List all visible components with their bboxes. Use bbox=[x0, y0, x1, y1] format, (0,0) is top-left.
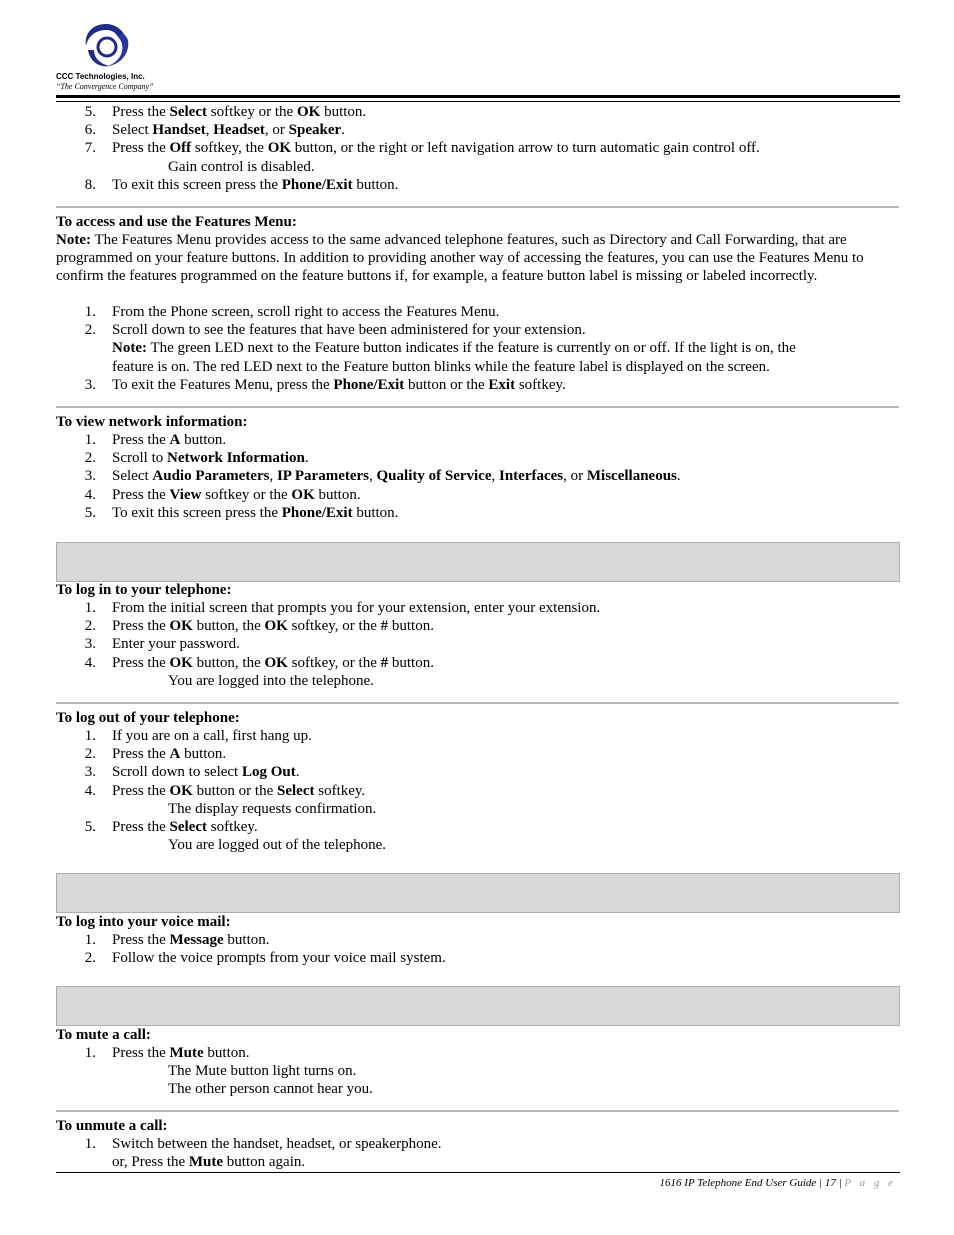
step-text bbox=[112, 176, 398, 194]
text-run: button. bbox=[388, 654, 434, 671]
step-number: 1. bbox=[84, 932, 96, 948]
bold-term: # bbox=[380, 654, 389, 671]
bold-term: OK bbox=[296, 104, 321, 120]
step-number: 3. bbox=[84, 468, 96, 485]
section-banner bbox=[56, 986, 900, 1026]
bold-term: Select bbox=[277, 782, 315, 799]
text-run: button again. bbox=[223, 1154, 306, 1171]
bold-term: Handset bbox=[152, 122, 206, 139]
text-run: softkey or the bbox=[206, 104, 297, 120]
text-run: Press the bbox=[112, 932, 170, 948]
step-continuation bbox=[112, 1153, 305, 1171]
bold-term: OK bbox=[291, 486, 315, 503]
text-run: Enter your password. bbox=[112, 636, 240, 653]
step-result: You are logged out of the telephone. bbox=[168, 837, 387, 854]
text-run: To exit this screen press the bbox=[112, 504, 282, 521]
step-text bbox=[112, 763, 300, 781]
text-run: button. bbox=[180, 746, 227, 763]
step-text bbox=[112, 139, 760, 157]
text-run: Press the bbox=[112, 104, 170, 120]
step-text bbox=[112, 931, 270, 949]
bold-term: OK bbox=[169, 618, 193, 635]
text-run: Scroll to bbox=[112, 450, 167, 467]
text-run: . bbox=[295, 764, 300, 781]
header-rule-thin bbox=[56, 101, 900, 102]
text-run: From the Phone screen, scroll right to access the Features Menu. bbox=[112, 304, 500, 320]
page-footer bbox=[660, 1174, 896, 1192]
bold-term: Select bbox=[169, 819, 207, 835]
step-result: The other person cannot hear you. bbox=[168, 1081, 373, 1098]
step-text bbox=[112, 467, 681, 485]
text-run: Press the bbox=[112, 782, 170, 799]
footer-page-word: P a g e bbox=[844, 1177, 896, 1189]
bold-term: Miscellaneous bbox=[586, 468, 677, 485]
text-run: , or bbox=[563, 468, 587, 485]
step-result: Gain control is disabled. bbox=[168, 158, 315, 175]
text-run: Press the bbox=[112, 1045, 170, 1061]
text-run: , bbox=[269, 468, 277, 485]
text-run: To exit the Features Menu, press the bbox=[112, 376, 334, 393]
text-run: button. bbox=[388, 618, 434, 635]
step-number: 2. bbox=[84, 950, 96, 967]
step-result: The Mute button light turns on. bbox=[168, 1063, 357, 1080]
company-tagline: “The Convergence Company” bbox=[56, 82, 154, 91]
features-heading: To access and use the Features Menu: bbox=[56, 214, 297, 230]
company-name: CCC Technologies, Inc. bbox=[56, 72, 145, 81]
bold-term: OK bbox=[169, 782, 193, 799]
bold-term: Phone/Exit bbox=[333, 376, 405, 393]
bold-term: # bbox=[380, 618, 389, 635]
text-run: button. bbox=[314, 486, 361, 503]
step-text bbox=[112, 617, 434, 635]
text-run: . bbox=[676, 468, 681, 485]
bold-term: Network Information bbox=[167, 450, 305, 467]
step-text bbox=[112, 782, 365, 800]
text-run: softkey, or the bbox=[287, 654, 381, 671]
text-run: button. bbox=[320, 104, 367, 120]
text-run: softkey or the bbox=[201, 486, 292, 503]
section-separator bbox=[56, 1110, 899, 1112]
text-run: Press the bbox=[112, 140, 170, 157]
text-run: Follow the voice prompts from your voice mail system. bbox=[112, 950, 446, 967]
step-number: 4. bbox=[84, 654, 96, 671]
step-text bbox=[112, 949, 446, 967]
step-text bbox=[112, 599, 600, 617]
bold-term: OK bbox=[267, 140, 292, 157]
step-result: You are logged into the telephone. bbox=[168, 672, 374, 689]
text-run: Press the bbox=[112, 432, 170, 448]
features-note bbox=[56, 231, 886, 286]
text-run: Press the bbox=[112, 618, 170, 635]
step-text bbox=[112, 103, 366, 121]
convergence-swirl-icon bbox=[78, 20, 134, 72]
bold-term: Speaker bbox=[288, 122, 342, 139]
bold-term: Mute bbox=[169, 1045, 204, 1061]
step-text bbox=[112, 486, 361, 504]
step-text bbox=[112, 121, 345, 139]
text-run: Scroll down to see the features that have been administered for your extension. bbox=[112, 322, 586, 339]
note-text: feature is on. The red LED next to the Feature button blinks while the feature label is displayed on the screen. bbox=[112, 358, 770, 375]
step-number: 2. bbox=[84, 450, 96, 467]
text-run: button or the bbox=[404, 376, 489, 393]
step-text bbox=[112, 745, 226, 763]
text-run: button. bbox=[352, 504, 399, 521]
step-text bbox=[112, 376, 566, 394]
network-heading: To view network information: bbox=[56, 414, 248, 430]
footer-separator: | bbox=[816, 1177, 825, 1189]
step-number: 3. bbox=[84, 376, 96, 393]
step-number: 1. bbox=[84, 1136, 96, 1152]
footer-separator: | bbox=[835, 1177, 845, 1189]
step-number: 3. bbox=[84, 764, 96, 781]
text-run: Scroll down to select bbox=[112, 764, 242, 781]
bold-term: Phone/Exit bbox=[281, 176, 353, 193]
text-run: Press the bbox=[112, 654, 170, 671]
bold-term: Audio Parameters bbox=[152, 468, 270, 485]
step-number: 8. bbox=[84, 176, 96, 193]
note-text: The Features Menu provides access to the same advanced telephone features, such as Directory and Call Forwarding, that are programmed on your feature buttons. In addition to providing another way of accessing the features, you can use the Features Menu to confirm the features programmed on the feature buttons if, for example, a feature button label is missing or labeled incorrectly. bbox=[56, 232, 864, 285]
footer-rule bbox=[56, 1172, 900, 1173]
text-run: softkey. bbox=[314, 782, 366, 799]
step-number: 4. bbox=[84, 486, 96, 503]
text-run: , bbox=[491, 468, 499, 485]
step-text bbox=[112, 303, 499, 321]
section-separator bbox=[56, 406, 899, 408]
step-text bbox=[112, 727, 312, 745]
text-run: Press the bbox=[112, 746, 170, 763]
step-number: 3. bbox=[84, 636, 96, 653]
section-separator bbox=[56, 206, 899, 208]
step-text bbox=[112, 321, 586, 339]
step-text bbox=[112, 818, 258, 836]
step-text bbox=[112, 654, 434, 672]
step-result: The display requests confirmation. bbox=[168, 800, 377, 817]
step-number: 1. bbox=[84, 304, 96, 320]
text-run: From the initial screen that prompts you for your extension, enter your extension. bbox=[112, 600, 601, 616]
section-separator bbox=[56, 702, 899, 704]
text-run: Select bbox=[112, 468, 153, 485]
step-number: 1. bbox=[84, 600, 96, 616]
section-banner bbox=[56, 542, 900, 582]
note-label: Note: bbox=[56, 232, 91, 248]
bold-term: OK bbox=[264, 618, 288, 635]
unmute-heading: To unmute a call: bbox=[56, 1118, 168, 1134]
bold-term: Interfaces bbox=[499, 468, 564, 485]
text-run: button, or the right or left navigation arrow to turn automatic gain control off. bbox=[291, 140, 760, 157]
text-run: To exit this screen press the bbox=[112, 176, 282, 193]
text-run: , bbox=[369, 468, 377, 485]
step-text bbox=[112, 1044, 250, 1062]
bold-term: OK bbox=[169, 654, 193, 671]
text-run: button. bbox=[223, 932, 270, 948]
step-number: 1. bbox=[84, 1045, 96, 1061]
text-run: Switch between the handset, headset, or speakerphone. bbox=[112, 1136, 442, 1152]
step-text bbox=[112, 1135, 441, 1153]
bold-term: Select bbox=[169, 104, 207, 120]
step-number: 4. bbox=[84, 782, 96, 799]
note-label: Note: bbox=[112, 340, 147, 357]
step-text bbox=[112, 504, 398, 522]
logout-heading: To log out of your telephone: bbox=[56, 710, 240, 726]
bold-term: Exit bbox=[488, 376, 516, 393]
step-number: 2. bbox=[84, 746, 96, 763]
voicemail-heading: To log into your voice mail: bbox=[56, 914, 231, 930]
step-text bbox=[112, 449, 309, 467]
text-run: Press the bbox=[112, 486, 170, 503]
bold-term: IP Parameters bbox=[276, 468, 370, 485]
text-run: button. bbox=[352, 176, 399, 193]
text-run: Select bbox=[112, 122, 153, 139]
header-rule-thick bbox=[56, 95, 900, 98]
step-number: 7. bbox=[84, 140, 96, 157]
bold-term: Quality of Service bbox=[376, 468, 492, 485]
step-number: 5. bbox=[84, 819, 96, 835]
company-logo bbox=[56, 20, 166, 94]
text-run: button or the bbox=[192, 782, 277, 799]
bold-term: Mute bbox=[188, 1154, 224, 1171]
bold-term: Off bbox=[169, 140, 192, 157]
text-run: button, the bbox=[192, 654, 265, 671]
bold-term: Headset bbox=[213, 122, 265, 139]
step-text bbox=[112, 635, 240, 653]
step-note bbox=[112, 339, 796, 357]
text-run: . bbox=[304, 450, 309, 467]
section-banner bbox=[56, 873, 900, 913]
text-run: button, the bbox=[192, 618, 265, 635]
note-text: The green LED next to the Feature button indicates if the feature is currently on or off. If the light is on, the bbox=[146, 340, 796, 357]
bold-term: OK bbox=[264, 654, 288, 671]
step-number: 5. bbox=[84, 504, 96, 521]
text-run: softkey, the bbox=[191, 140, 268, 157]
step-number: 1. bbox=[84, 728, 96, 744]
login-heading: To log in to your telephone: bbox=[56, 582, 232, 598]
step-number: 2. bbox=[84, 618, 96, 635]
text-run: , or bbox=[264, 122, 289, 139]
bold-term: A bbox=[169, 432, 181, 448]
text-run: . bbox=[341, 122, 345, 139]
footer-page-number: 17 bbox=[824, 1177, 836, 1189]
step-number: 2. bbox=[84, 322, 96, 339]
text-run: softkey. bbox=[206, 819, 258, 835]
step-number: 1. bbox=[84, 432, 96, 448]
text-run: softkey. bbox=[515, 376, 566, 393]
step-number: 6. bbox=[84, 122, 96, 139]
bold-term: A bbox=[169, 746, 181, 763]
text-run: button. bbox=[203, 1045, 250, 1061]
text-run: , bbox=[205, 122, 214, 139]
bold-term: View bbox=[169, 486, 202, 503]
step-text bbox=[112, 431, 226, 449]
mute-heading: To mute a call: bbox=[56, 1027, 151, 1043]
footer-doc-title: 1616 IP Telephone End User Guide bbox=[659, 1177, 817, 1189]
text-run: softkey, or the bbox=[287, 618, 381, 635]
bold-term: Log Out bbox=[241, 764, 296, 781]
text-run: If you are on a call, first hang up. bbox=[112, 728, 312, 744]
step-number: 5. bbox=[84, 104, 96, 120]
text-run: Press the bbox=[112, 819, 170, 835]
text-run: button. bbox=[180, 432, 227, 448]
bold-term: Phone/Exit bbox=[281, 504, 353, 521]
text-run: or, Press the bbox=[112, 1154, 189, 1171]
bold-term: Message bbox=[169, 932, 224, 948]
